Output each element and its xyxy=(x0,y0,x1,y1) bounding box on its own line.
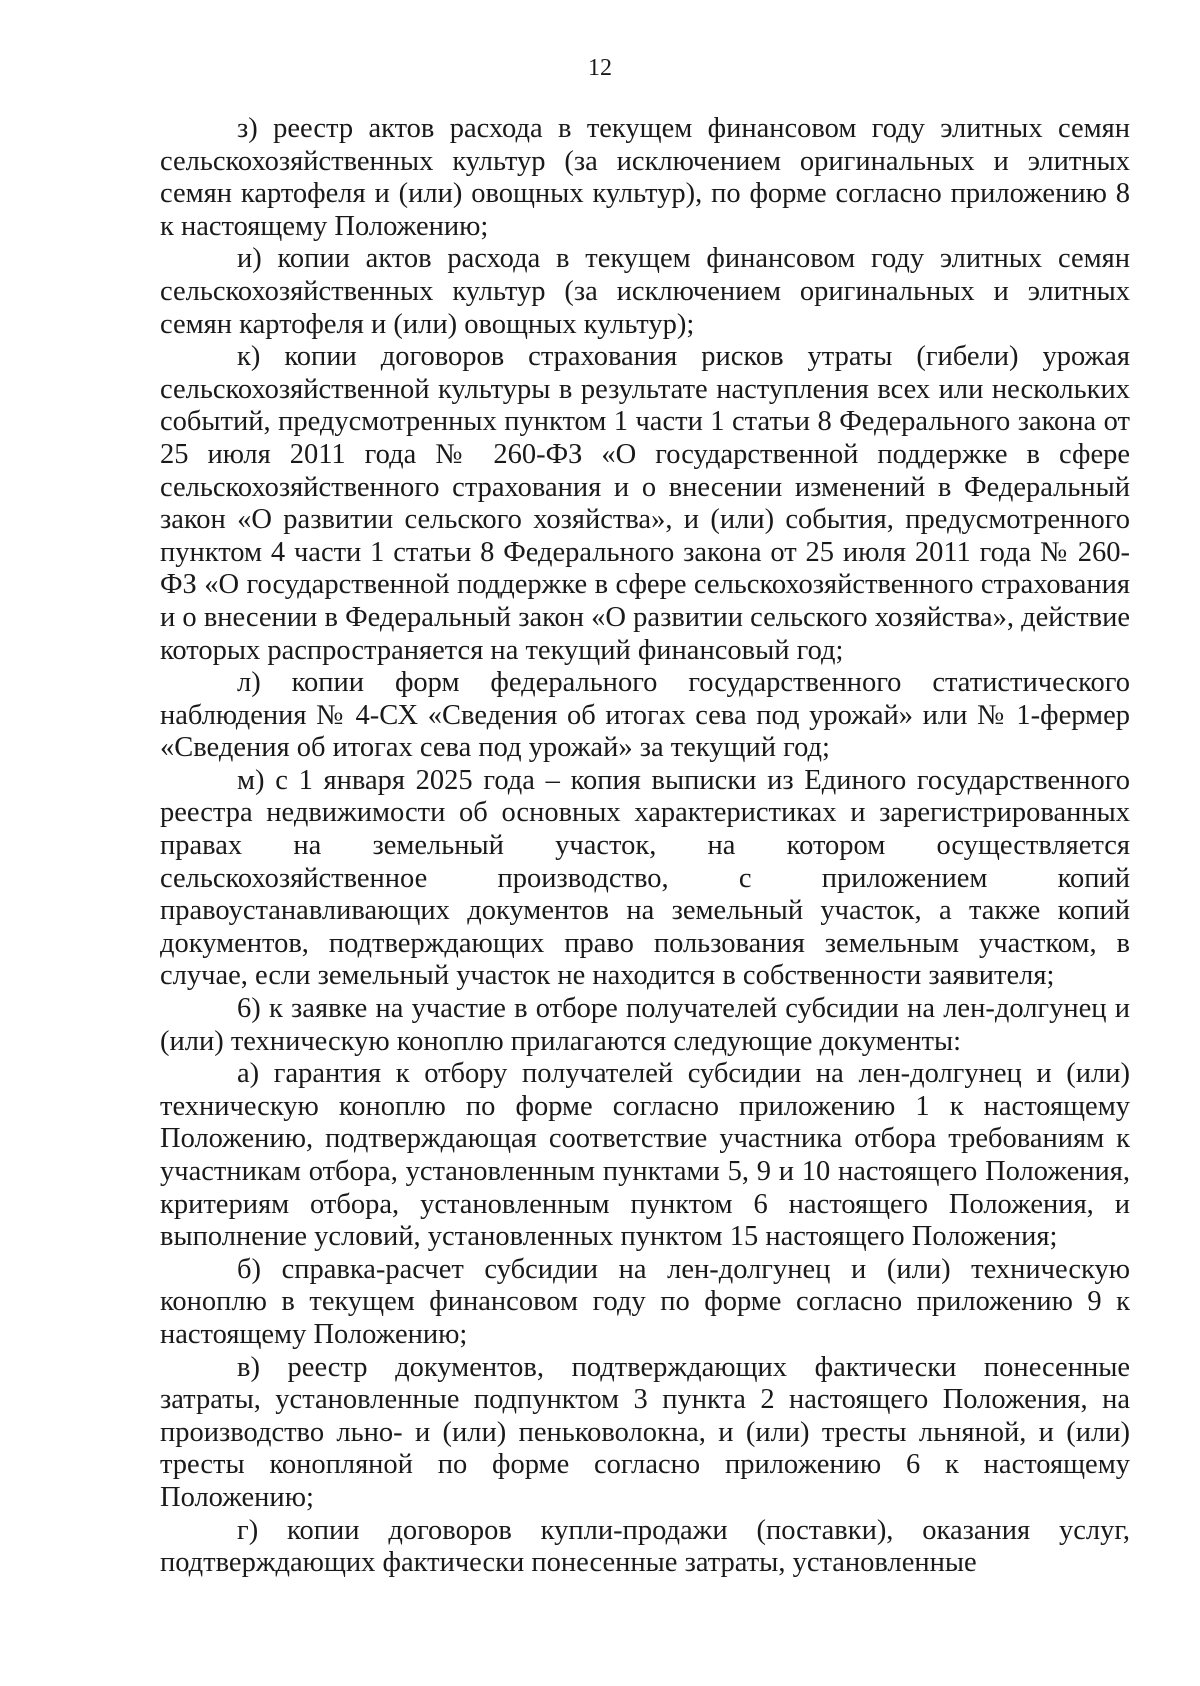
paragraph-k: к) копии договоров страхования рисков утраты (гибели) урожая сельскохозяйственной культуры в результате наступления всех или нескольких событий, предусмотренных пунктом 1 части 1 статьи 8 Федерального закона от 25 июля 2011 года № 260-ФЗ «О государственной поддержке в сфере сельскохозяйственного страхования и о внесении изменений в Федеральный закон «О развитии сельского хозяйства», и (или) события, предусмотренного пунктом 4 части 1 статьи 8 Федерального закона от 25 июля 2011 года № 260-ФЗ «О государственной поддержке в сфере сельскохозяйственного страхования и о внесении в Федеральный закон «О развитии сельского хозяйства», действие которых распространяется на текущий финансовый год; xyxy=(160,341,1130,666)
paragraph-m: м) с 1 января 2025 года – копия выписки из Единого государственного реестра недвижимости об основных характеристиках и зарегистрированных правах на земельный участок, на котором осуществляется сельскохозяйственное производство, с приложением копий правоустанавливающих документов на земельный участок, а также копий документов, подтверждающих право пользования земельным участком, в случае, если земельный участок не находится в собственности заявителя; xyxy=(160,764,1130,992)
paragraph-a: а) гарантия к отбору получателей субсидии на лен-долгунец и (или) техническую коноплю по форме согласно приложению 1 к настоящему Положению, подтверждающая соответствие участника отбора требованиям к участникам отбора, установленным пунктами 5, 9 и 10 настоящего Положения, критериям отбора, установленным пунктом 6 настоящего Положения, и выполнение условий, установленных пунктом 15 настоящего Положения; xyxy=(160,1058,1130,1253)
paragraph-v: в) реестр документов, подтверждающих фактически понесенные затраты, установленные подпунктом 3 пункта 2 настоящего Положения, на производство льно- и (или) пеньковолокна, и (или) тресты льняной, и (или) тресты конопляной по форме согласно приложению 6 к настоящему Положению; xyxy=(160,1351,1130,1513)
paragraph-b: б) справка-расчет субсидии на лен-долгунец и (или) техническую коноплю в текущем финансовом году по форме согласно приложению 9 к настоящему Положению; xyxy=(160,1253,1130,1350)
paragraph-l: л) копии форм федерального государственного статистического наблюдения № 4-СХ «Сведения об итогах сева под урожай» или № 1-фермер «Сведения об итогах сева под урожай» за текущий год; xyxy=(160,667,1130,764)
paragraph-i: и) копии актов расхода в текущем финансовом году элитных семян сельскохозяйственных культур (за исключением оригинальных и элитных семян картофеля и (или) овощных культур); xyxy=(160,243,1130,340)
page-number: 12 xyxy=(588,55,612,81)
paragraph-6: 6) к заявке на участие в отборе получателей субсидии на лен-долгунец и (или) техническую коноплю прилагаются следующие документы: xyxy=(160,993,1130,1057)
paragraph-z: з) реестр актов расхода в текущем финансовом году элитных семян сельскохозяйственных культур (за исключением оригинальных и элитных семян картофеля и (или) овощных культур), по форме согласно приложению 8 к настоящему Положению; xyxy=(160,113,1130,242)
document-body xyxy=(160,113,1130,1580)
paragraph-g: г) копии договоров купли-продажи (поставки), оказания услуг, подтверждающих фактически понесенные затраты, установленные xyxy=(160,1514,1130,1579)
